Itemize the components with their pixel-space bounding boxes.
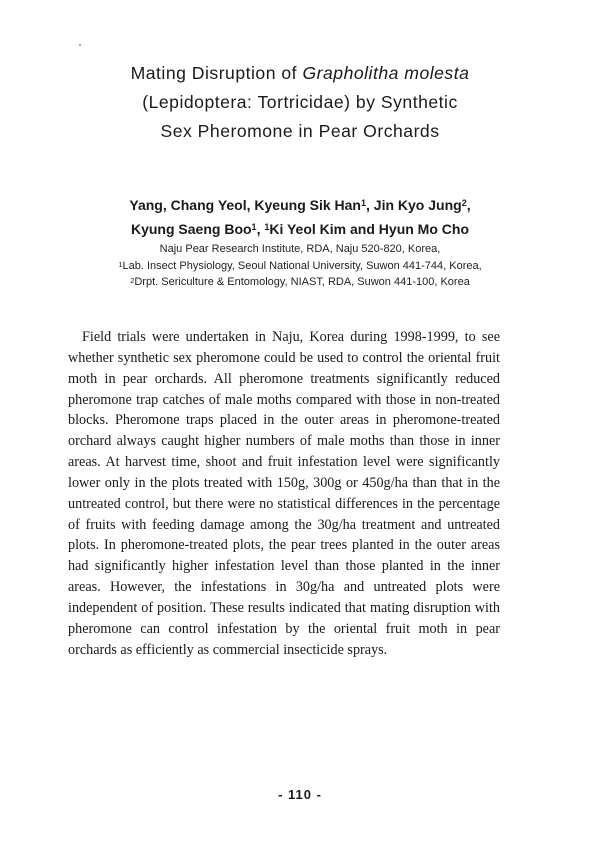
author-names: Kyung Saeng Boo — [130, 221, 252, 237]
abstract-line: independent of position. These results indicated that mating disruption with — [68, 599, 500, 616]
abstract-line: pheromone can control infestation by the oriental fruit moth in pear — [68, 620, 500, 637]
author-names: , Jin Kyo Jung — [366, 197, 462, 213]
abstract-line: orchards as efficiently as commercial insecticide sprays. — [68, 641, 388, 658]
author-line-1 — [40, 193, 560, 217]
affiliation-marker: 1 — [251, 222, 257, 232]
affiliation-marker: 1 — [360, 198, 366, 208]
abstract-line: pheromone trap catches of male moths compared with those in non-treated — [68, 391, 500, 408]
abstract-line: of fruits with feeding damage among the 30g/ha treatment and untreated — [68, 516, 500, 533]
abstract-line: had significantly higher infestation level than those planted in the inner — [68, 558, 500, 575]
abstract — [68, 327, 500, 661]
species-name: Grapholitha molesta — [302, 63, 470, 83]
author-line-2 — [40, 217, 560, 241]
author-names: Ki Yeol Kim and Hyun Mo Cho — [269, 221, 470, 237]
affiliation-marker: 1 — [264, 222, 270, 232]
title-text: Mating Disruption of — [130, 63, 303, 83]
affiliations — [40, 241, 560, 291]
title-line-1 — [60, 59, 540, 88]
title-line-3: Sex Pheromone in Pear Orchards — [160, 121, 440, 141]
affiliation-line — [40, 258, 560, 275]
affiliation-text: Lab. Insect Physiology, Seoul National University, Suwon 441-744, Korea, — [122, 259, 482, 272]
abstract-line: areas. However, the infestations in 30g/ha and untreated plots were — [68, 579, 500, 596]
author-list — [40, 193, 560, 241]
abstract-line: lower only in the plots treated with 150g, 300g or 450g/ha than that in the — [68, 474, 500, 491]
scan-speck — [79, 44, 81, 46]
abstract-line: Field trials were undertaken in Naju, Korea during 1998-1999, to see — [82, 329, 500, 345]
affiliation-line: Naju Pear Research Institute, RDA, Naju 520-820, Korea, — [159, 243, 441, 255]
abstract-line: areas. At harvest time, shoot and fruit infestation level were significantly — [68, 454, 500, 471]
author-separator: , — [466, 197, 471, 213]
abstract-line: orchard always caught higher numbers of male moths than those in inner — [68, 433, 500, 450]
affiliation-text: Drpt. Sericulture & Entomology, NIAST, RDA, Suwon 441-100, Korea — [134, 276, 470, 288]
abstract-line: untreated control, but there were no statistical differences in the percentage — [68, 495, 500, 512]
abstract-line: blocks. Pheromone traps placed in the outer areas in pheromone-treated — [68, 412, 500, 429]
page-number: - 110 - — [278, 787, 322, 802]
author-separator: , — [256, 221, 265, 237]
affiliation-line — [40, 274, 560, 291]
paper-title — [60, 59, 540, 146]
abstract-line: moth in pear orchards. All pheromone treatments significantly reduced — [68, 370, 500, 387]
abstract-line: plots. In pheromone-treated plots, the pear trees planted in the outer areas — [68, 537, 500, 554]
affiliation-marker: 2 — [461, 198, 467, 208]
title-line-2: (Lepidoptera: Tortricidae) by Synthetic — [142, 92, 458, 112]
affiliation-marker: 1 — [118, 259, 123, 269]
abstract-line: whether synthetic sex pheromone could be used to control the oriental fruit — [68, 349, 500, 366]
author-names: Yang, Chang Yeol, Kyeung Sik Han — [129, 197, 361, 213]
affiliation-marker: 2 — [130, 276, 135, 285]
